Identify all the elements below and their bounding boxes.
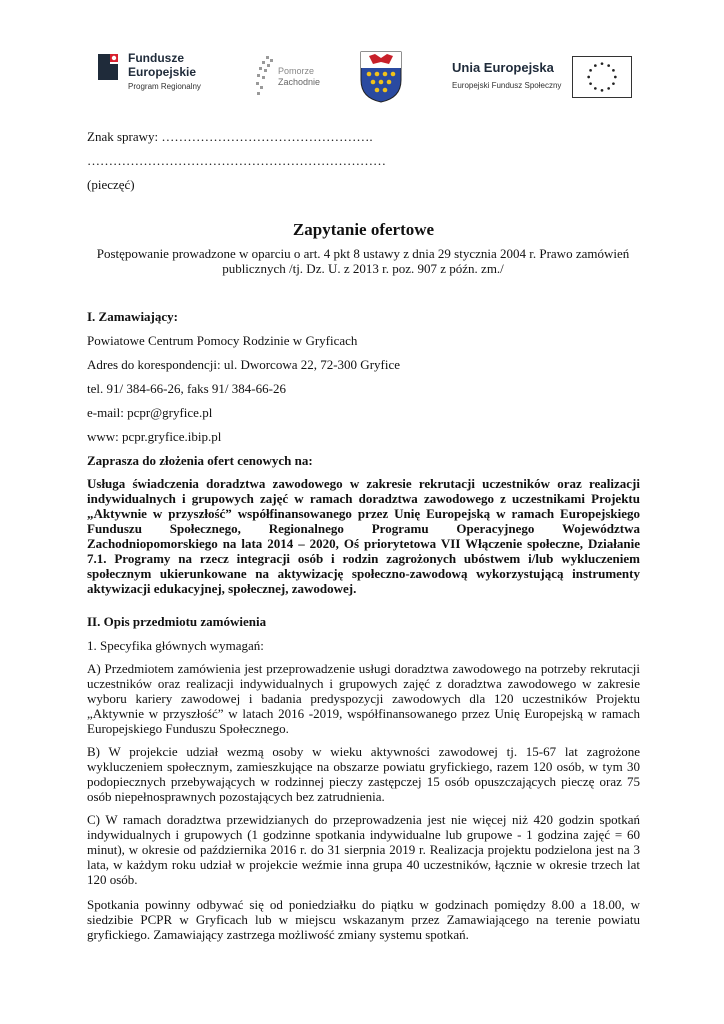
ordering-party-email: e-mail: pcpr@gryfice.pl xyxy=(87,405,213,420)
eu-flag-icon xyxy=(572,56,632,98)
ordering-party-name: Powiatowe Centrum Pomocy Rodzinie w Gryficach xyxy=(87,333,358,348)
case-number-line: Znak sprawy: …………………………………………. xyxy=(87,129,373,144)
requirements-label: 1. Specyfika głównych wymagań: xyxy=(87,638,264,653)
stamp-label: (pieczęć) xyxy=(87,177,135,192)
document-title: Zapytanie ofertowe xyxy=(292,220,435,239)
pomorze-zachodnie-logo xyxy=(254,48,324,104)
fe-line3: Program Regionalny xyxy=(128,82,201,91)
fe-line1: Fundusze xyxy=(128,51,184,65)
ue-line1: Unia Europejska xyxy=(452,60,554,75)
paragraph-c: C) W ramach doradztwa przewidzianych do przeprowadzenia jest nie więcej niż 420 godzin spotkań indywidualnych i grupowych (1 godzinne spotkania indywidualne lub grupowe - 1 godzina zajęć = 60 minut), w okresie od października 2016 r. do 31 sierpnia 2019 r. Realizacja projektu podzielona jest na 3 lata, w każdym roku udział w projekcie weźmie inna grupa 40 uczestników, łącznie w okresie trzech lat 120 osób. xyxy=(87,812,640,887)
ue-line2: Europejski Fundusz Społeczny xyxy=(452,81,562,90)
invitation-body: Usługa świadczenia doradztwa zawodowego w zakresie rekrutacji uczestników oraz realizacji indywidualnych i grupowych zajęć w ramach doradztwa zawodowego z uczestnikami Projektu „Aktywnie w przyszłość” współfinansowanego przez Unię Europejską w ramach Europejskiego Funduszu Społecznego, Regionalnego Programu Operacyjnego Województwa Zachodniopomorskiego na lata 2014 – 2020, Oś priorytetowa VII Włączenie społeczne, Działanie 7.1. Programy na rzecz integracji osób i rodzin zagrożonych ubóstwem i/lub wykluczeniem społecznym ukierunkowane na aktywizację społeczno-zawodową wykorzystującą instrumenty aktywizacji edukacyjnej, społecznej, zawodowej. xyxy=(87,476,640,596)
paragraph-a: A) Przedmiotem zamówienia jest przeprowadzenie usługi doradztwa zawodowego na potrzeby rekrutacji uczestników oraz realizacji indywidualnych i grupowych zajęć z doradztwa zawodowego w zakresie wyboru kariery zawodowej i badania predyspozycji zawodowych dla 120 uczestników Projektu „Aktywnie w przyszłość” w latach 2016 -2019, współfinansowanego przez Unię Europejską w ramach Europejskiego Funduszu Społecznego. xyxy=(87,661,640,736)
logo-bar xyxy=(92,48,632,110)
fe-line2: Europejskie xyxy=(128,65,197,79)
ordering-party-phone: tel. 91/ 384-66-26, faks 91/ 384-66-26 xyxy=(87,381,286,396)
invitation-heading: Zaprasza do złożenia ofert cenowych na: xyxy=(87,453,313,468)
paragraph-b: B) W projekcie udział wezmą osoby w wieku aktywności zawodowej tj. 15-67 lat zagrożone wykluczeniem społecznym, zamieszkujące na obszarze powiatu gryfickiego, razem 120 osób, w tym 30 podopiecznych przebywających w rodzinnej pieczy zastępczej 15 osób opuszczających pieczę oraz 75 osób niepełnosprawnych pozostających bez zatrudnienia. xyxy=(87,744,640,804)
dotted-line: …………………………………………………………… xyxy=(87,153,386,168)
ordering-party-www: www: pcpr.gryfice.ibip.pl xyxy=(87,429,222,444)
pz-line1: Pomorze xyxy=(278,66,315,76)
coat-of-arms-icon xyxy=(359,50,403,104)
paragraph-meetings: Spotkania powinny odbywać się od poniedziałku do piątku w godzinach pomiędzy 8.00 a 18.00, w siedzibie PCPR w Gryficach lub w miejscu wskazanym przez Zamawiającego na terenie powiatu gryfickiego. Zamawiający zastrzega możliwość zmiany systemu spotkań. xyxy=(87,897,640,942)
fundusze-europejskie-logo xyxy=(92,48,232,98)
section-1-heading: I. Zamawiający: xyxy=(87,309,178,324)
pz-line2: Zachodnie xyxy=(278,77,321,87)
section-2-heading: II. Opis przedmiotu zamówienia xyxy=(87,614,267,629)
fe-mark-icon xyxy=(96,52,120,82)
unia-europejska-logo xyxy=(452,48,637,104)
document-subtitle: Postępowanie prowadzone w oparciu o art. 4 pkt 8 ustawy z dnia 29 stycznia 2004 r. Prawo zamówień publicznych /tj. Dz. U. z 2013 r. poz. 907 z późn. zm./ xyxy=(96,246,630,276)
ordering-party-address: Adres do korespondencji: ul. Dworcowa 22, 72-300 Gryfice xyxy=(87,357,401,372)
